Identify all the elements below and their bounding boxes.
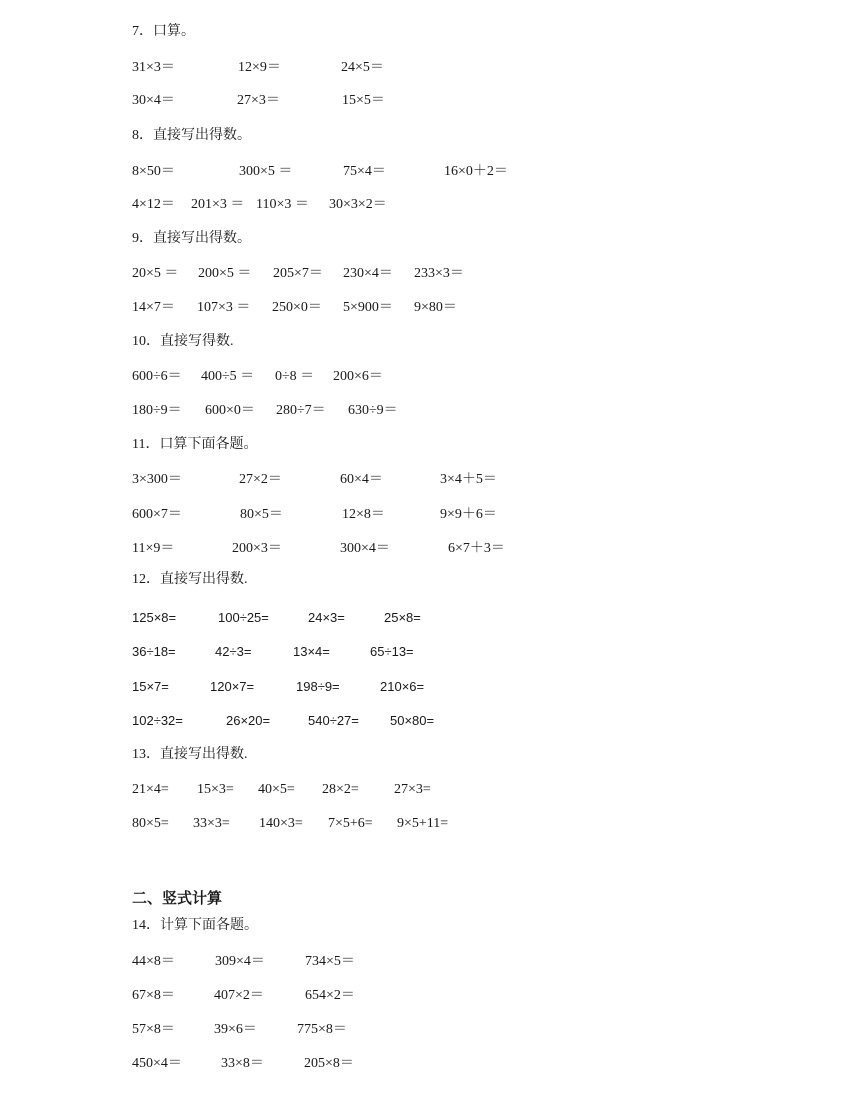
- expression: 80×5=: [132, 816, 169, 831]
- expression: 654×2＝: [305, 988, 355, 1003]
- expression: 300×5 ＝: [239, 164, 293, 179]
- expression: 100÷25=: [218, 610, 269, 625]
- expression: 630÷9＝: [348, 403, 398, 418]
- expression: 125×8=: [132, 610, 177, 625]
- expression: 200×3＝: [232, 541, 282, 556]
- expression: 44×8＝: [132, 954, 175, 969]
- question-14-title: 14．计算下面各题。: [132, 918, 258, 933]
- expression: 280÷7＝: [276, 403, 326, 418]
- expression: 7×5+6=: [328, 816, 373, 831]
- expression: 102÷32=: [132, 713, 183, 728]
- expression: 400÷5 ＝: [201, 369, 255, 384]
- expression: 33×8＝: [221, 1056, 264, 1071]
- question-9-title: 9．直接写出得数。: [132, 231, 251, 246]
- expression: 67×8＝: [132, 988, 175, 1003]
- expression: 3×300＝: [132, 472, 182, 487]
- expression: 107×3 ＝: [197, 300, 251, 315]
- expression: 233×3＝: [414, 266, 464, 281]
- expression: 60×4＝: [340, 472, 383, 487]
- expression: 21×4=: [132, 782, 169, 797]
- expression: 8×50＝: [132, 164, 175, 179]
- expression: 201×3 ＝: [191, 197, 245, 212]
- expression: 25×8=: [384, 610, 421, 625]
- expression: 11×9＝: [132, 541, 175, 556]
- question-12-title: 12．直接写出得数.: [132, 572, 248, 587]
- expression: 4×12＝: [132, 197, 175, 212]
- expression: 27×3＝: [237, 93, 280, 108]
- expression: 28×2=: [322, 782, 359, 797]
- expression: 27×2＝: [239, 472, 282, 487]
- expression: 300×4＝: [340, 541, 390, 556]
- expression: 27×3=: [394, 782, 431, 797]
- question-11-title: 11．口算下面各题。: [132, 437, 258, 452]
- expression: 75×4＝: [343, 164, 386, 179]
- expression: 12×9＝: [238, 60, 281, 75]
- expression: 30×3×2＝: [329, 197, 387, 212]
- question-8-title: 8．直接写出得数。: [132, 128, 251, 143]
- expression: 120×7=: [210, 679, 255, 694]
- question-10-title: 10．直接写得数.: [132, 334, 234, 349]
- expression: 20×5 ＝: [132, 266, 179, 281]
- expression: 9×9＋6＝: [440, 507, 497, 522]
- question-7-title: 7．口算。: [132, 24, 195, 39]
- section-heading: 二、竖式计算: [132, 889, 223, 907]
- expression: 230×4＝: [343, 266, 393, 281]
- expression: 3×4＋5＝: [440, 472, 497, 487]
- expression: 198÷9=: [296, 679, 340, 694]
- expression: 210×6=: [380, 679, 425, 694]
- expression: 13×4=: [293, 644, 330, 659]
- expression: 200×6＝: [333, 369, 383, 384]
- expression: 6×7＋3＝: [448, 541, 505, 556]
- expression: 33×3=: [193, 816, 230, 831]
- expression: 14×7＝: [132, 300, 175, 315]
- expression: 309×4＝: [215, 954, 265, 969]
- expression: 50×80=: [390, 713, 435, 728]
- expression: 205×8＝: [304, 1056, 354, 1071]
- expression: 250×0＝: [272, 300, 322, 315]
- expression: 15×7=: [132, 679, 169, 694]
- expression: 57×8＝: [132, 1022, 175, 1037]
- expression: 0÷8 ＝: [275, 369, 315, 384]
- expression: 24×3=: [308, 610, 345, 625]
- question-13-title: 13．直接写出得数.: [132, 747, 248, 762]
- expression: 15×5＝: [342, 93, 385, 108]
- expression: 600÷6＝: [132, 369, 182, 384]
- expression: 40×5=: [258, 782, 295, 797]
- expression: 5×900＝: [343, 300, 393, 315]
- expression: 9×80＝: [414, 300, 457, 315]
- expression: 65÷13=: [370, 644, 414, 659]
- expression: 200×5 ＝: [198, 266, 252, 281]
- expression: 600×7＝: [132, 507, 182, 522]
- expression: 26×20=: [226, 713, 271, 728]
- expression: 15×3=: [197, 782, 234, 797]
- expression: 734×5＝: [305, 954, 355, 969]
- expression: 540÷27=: [308, 713, 359, 728]
- expression: 24×5＝: [341, 60, 384, 75]
- expression: 450×4＝: [132, 1056, 182, 1071]
- expression: 30×4＝: [132, 93, 175, 108]
- expression: 775×8＝: [297, 1022, 347, 1037]
- expression: 110×3 ＝: [256, 197, 309, 212]
- expression: 80×5＝: [240, 507, 283, 522]
- expression: 180÷9＝: [132, 403, 182, 418]
- expression: 42÷3=: [215, 644, 252, 659]
- expression: 140×3=: [259, 816, 303, 831]
- expression: 31×3＝: [132, 60, 175, 75]
- expression: 12×8＝: [342, 507, 385, 522]
- expression: 600×0＝: [205, 403, 255, 418]
- expression: 16×0＋2＝: [444, 164, 508, 179]
- expression: 9×5+11=: [397, 816, 449, 831]
- expression: 407×2＝: [214, 988, 264, 1003]
- expression: 36÷18=: [132, 644, 176, 659]
- expression: 39×6＝: [214, 1022, 257, 1037]
- expression: 205×7＝: [273, 266, 323, 281]
